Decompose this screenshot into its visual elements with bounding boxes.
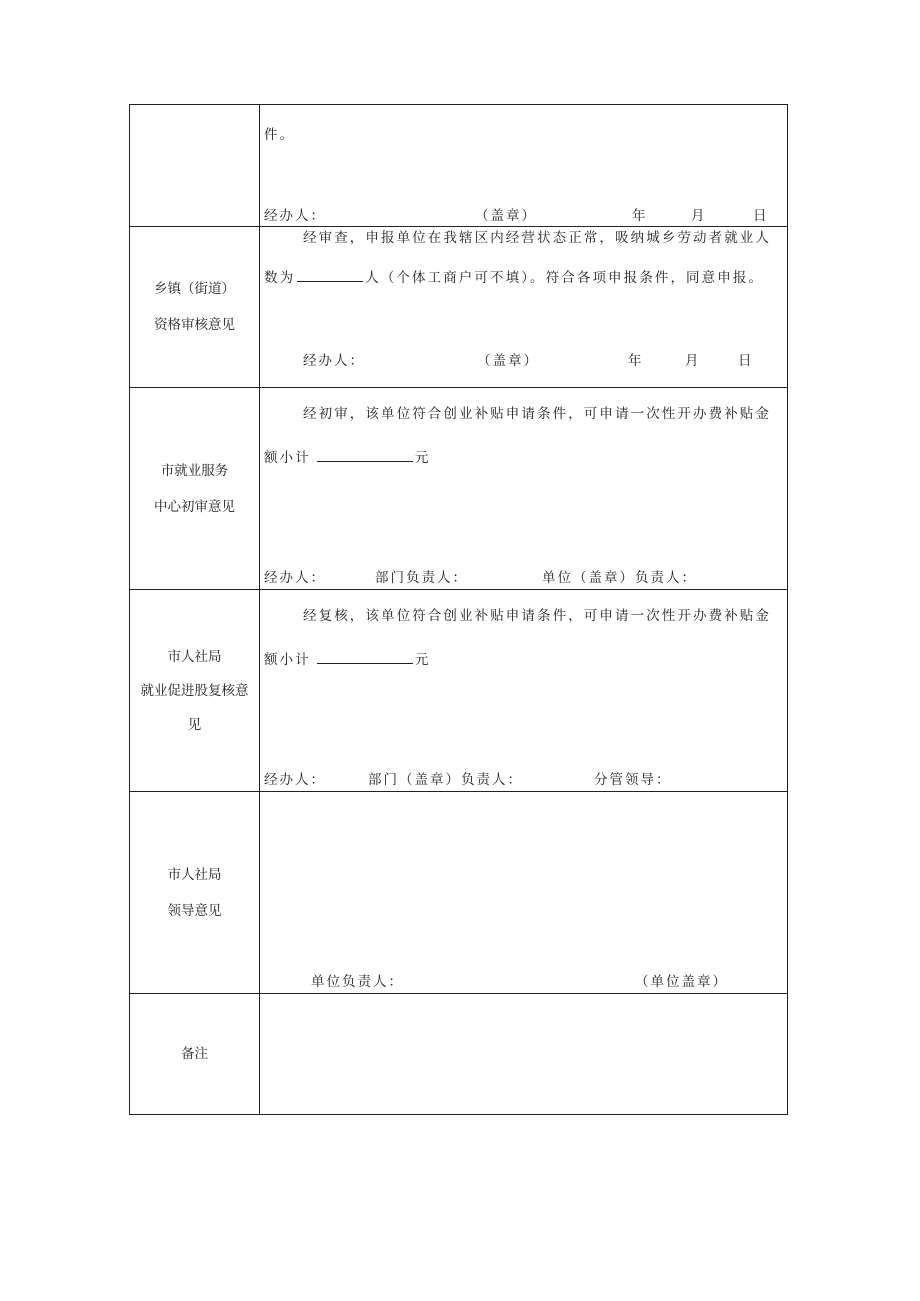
handler-label: 经办人： [303,353,365,369]
remarks-content[interactable] [260,994,788,1115]
employee-count-blank[interactable] [297,269,363,282]
form-row-hr-bureau-recheck [130,590,788,792]
year-label: 年 [628,353,644,369]
subsidy-amount-blank[interactable] [317,651,413,664]
subsidy-amount-suffix: 元 [414,652,431,668]
seal-label: （盖章） [477,353,539,369]
subsidy-amount-suffix: 元 [414,450,431,466]
form-row-remarks [130,994,788,1115]
subsidy-amount-prefix: 额小计 [264,450,311,466]
previous-review-content [260,105,788,227]
handler-label: 经办人： [264,570,326,586]
dept-head-label: 部门负责人： [375,570,468,586]
unit-seal-label: （单位盖章） [635,974,728,990]
hr-bureau-recheck-label [130,590,260,792]
label-line: 市就业服务 [160,462,229,479]
label-line: 就业促进股复核意 [140,682,249,699]
label-line: 中心初审意见 [154,498,235,515]
subsidy-amount-line [264,651,779,669]
form-row-employment-center-review [130,388,788,590]
month-label: 月 [691,208,707,224]
form-row-township-review [130,227,788,388]
continuation-text: 件。 [264,127,296,143]
remarks-label [130,994,260,1115]
review-statement: 经复核，该单位符合创业补贴申请条件，可申请一次性开办费补贴金 [303,608,771,624]
review-statement: 经初审，该单位符合创业补贴申请条件，可申请一次性开办费补贴金 [303,406,771,422]
day-label: 日 [753,208,769,224]
hr-bureau-leader-content [260,792,788,994]
form-row-previous-review [130,105,788,227]
unit-head-label: 单位（盖章）负责人： [542,570,697,586]
label-line: 资格审核意见 [154,317,235,333]
handler-label: 经办人： [264,208,326,224]
year-label: 年 [632,208,648,224]
application-form-table [129,104,788,1115]
employment-center-review-content [260,388,788,590]
review-statement: 经审查，申报单位在我辖区内经营状态正常，吸纳城乡劳动者就业人 [303,230,771,246]
seal-label: （盖章） [475,208,537,224]
label-line: 领导意见 [167,902,222,919]
label-line: 市人社局 [167,648,222,665]
employment-center-review-label [130,388,260,590]
row-label-empty [130,105,260,227]
month-label: 月 [685,353,701,369]
label-line: 市人社局 [167,866,222,883]
township-review-label [130,227,260,388]
label-line: 乡镇（街道） [154,281,235,297]
employee-count-suffix: 人（个体工商户可不填）。符合各项申报条件，同意申报。 [365,270,765,286]
form-row-hr-bureau-leader [130,792,788,994]
unit-head-label: 单位负责人： [311,974,404,990]
hr-bureau-recheck-content [260,590,788,792]
hr-bureau-leader-label [130,792,260,994]
subsidy-amount-line [264,449,779,467]
handler-label: 经办人： [264,772,326,788]
employee-count-prefix: 数为 [264,270,296,286]
leader-label: 分管领导： [594,772,672,788]
label-line: 备注 [181,1046,208,1062]
subsidy-amount-blank[interactable] [317,449,413,462]
subsidy-amount-prefix: 额小计 [264,652,311,668]
review-statement-cont [264,269,779,287]
dept-head-label: 部门（盖章）负责人： [368,772,523,788]
label-line: 见 [187,716,202,733]
township-review-content [260,227,788,388]
day-label: 日 [738,353,754,369]
